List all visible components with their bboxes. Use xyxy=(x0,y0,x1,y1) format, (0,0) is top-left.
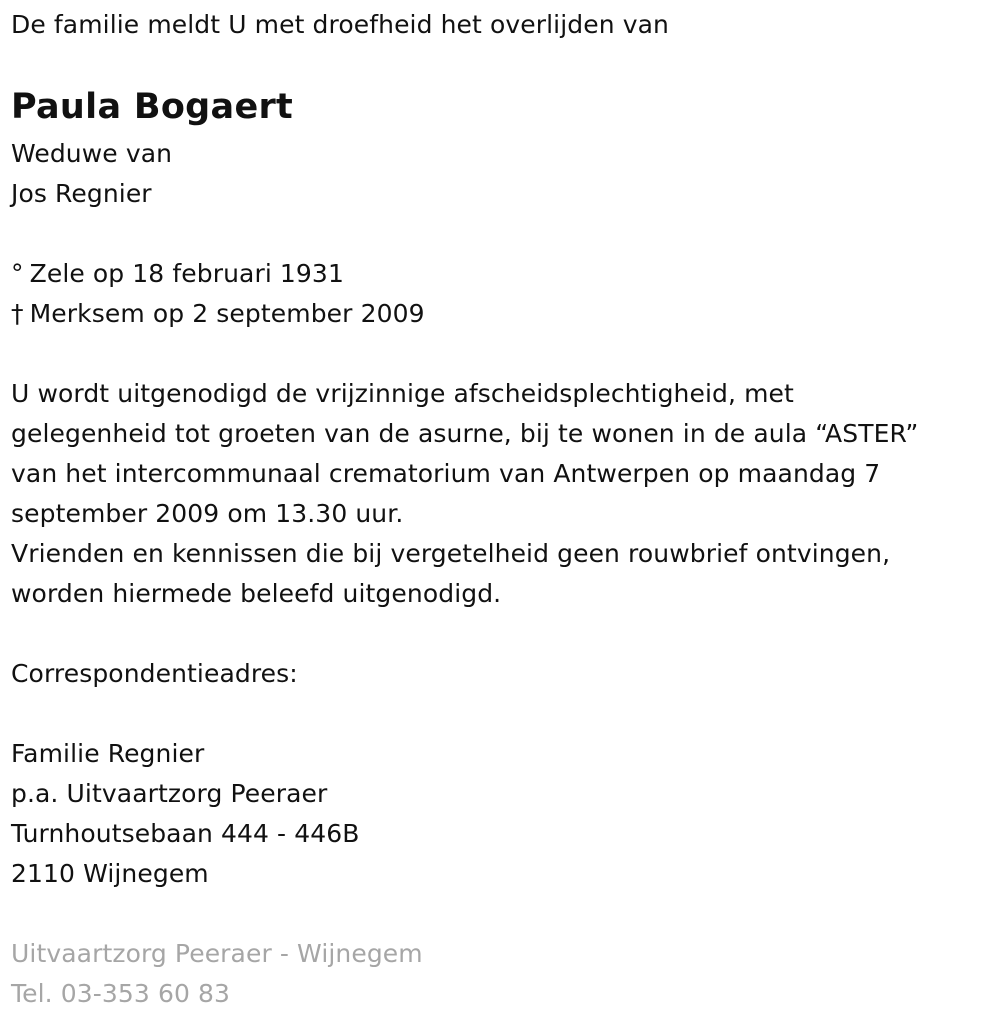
death-line xyxy=(11,294,425,334)
death-cross-icon: † xyxy=(11,299,24,328)
correspondence-label: Correspondentieadres: xyxy=(11,659,298,688)
invitation-line: U wordt uitgenodigd de vrijzinnige afscheidsplechtigheid, met xyxy=(11,379,794,408)
intro-text: De familie meldt U met droefheid het overlijden van xyxy=(11,10,669,39)
relation-label: Weduwe van xyxy=(11,139,173,168)
address-line: Turnhoutsebaan 444 - 446B xyxy=(11,819,360,848)
invitation-line: van het intercommunaal crematorium van Antwerpen op maandag 7 xyxy=(11,459,881,488)
birth-line xyxy=(11,254,344,294)
invitation-line: Vrienden en kennissen die bij vergetelheid geen rouwbrief ontvingen, xyxy=(11,539,891,568)
footer-phone: Tel. 03-353 60 83 xyxy=(11,979,231,1008)
address-line: 2110 Wijnegem xyxy=(11,859,209,888)
deceased-name: Paula Bogaert xyxy=(11,87,294,127)
footer-company: Uitvaartzorg Peeraer - Wijnegem xyxy=(11,939,423,968)
address-line: p.a. Uitvaartzorg Peeraer xyxy=(11,779,328,808)
invitation-line: gelegenheid tot groeten van de asurne, bij te wonen in de aula “ASTER” xyxy=(11,419,919,448)
death-text: Merksem op 2 september 2009 xyxy=(29,299,425,328)
spouse-name: Jos Regnier xyxy=(11,179,152,208)
address-line: Familie Regnier xyxy=(11,739,205,768)
invitation-line: september 2009 om 13.30 uur. xyxy=(11,499,404,528)
invitation-line: worden hiermede beleefd uitgenodigd. xyxy=(11,579,502,608)
birth-degree-icon: ° xyxy=(11,259,24,288)
birth-text: Zele op 18 februari 1931 xyxy=(29,259,344,288)
